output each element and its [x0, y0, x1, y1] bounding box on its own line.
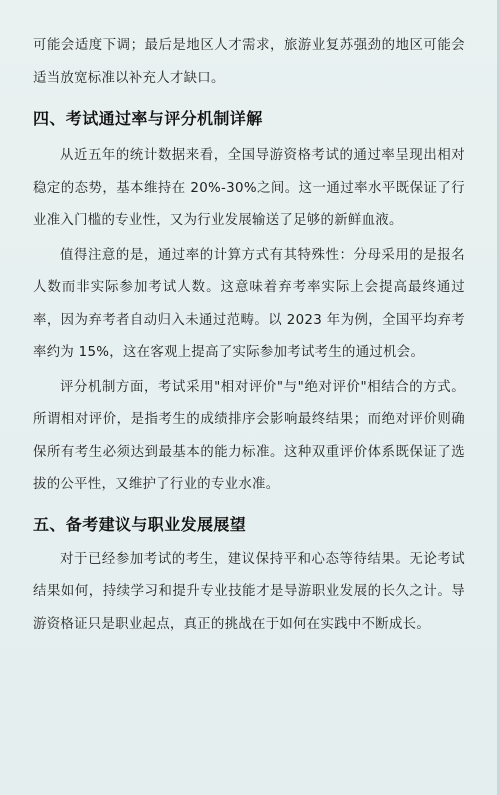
document-body	[33, 30, 465, 641]
section-4-paragraph-2: 值得注意的是，通过率的计算方式有其特殊性：分母采用的是报名人数而非实际参加考试人数。这意味着弃考率实际上会提高最终通过率，因为弃考者自动归入未通过范畴。以 2023 年为例，全国平均弃考率约为 15%，这在客观上提高了实际参加考试考生的通过机会。	[33, 247, 465, 360]
intro-paragraph: 可能会适度下调；最后是地区人才需求，旅游业复苏强劲的地区可能会适当放宽标准以补充人才缺口。	[33, 38, 465, 86]
section-5-paragraph-1: 对于已经参加考试的考生，建议保持平和心态等待结果。无论考试结果如何，持续学习和提升专业技能才是导游职业发展的长久之计。导游资格证只是职业起点，真正的挑战在于如何在实践中不断成长。	[33, 551, 465, 632]
section-4-heading: 四、考试通过率与评分机制详解	[33, 109, 263, 128]
section-4-paragraph-3: 评分机制方面，考试采用"相对评价"与"绝对评价"相结合的方式。所谓相对评价，是指考生的成绩排序会影响最终结果；而绝对评价则确保所有考生必须达到最基本的能力标准。这种双重评价体系既保证了选拔的公平性，又维护了行业的专业水准。	[33, 379, 465, 492]
section-5-heading: 五、备考建议与职业发展展望	[33, 514, 247, 534]
section-4-paragraph-1: 从近五年的统计数据来看，全国导游资格考试的通过率呈现出相对稳定的态势，基本维持在 20%-30%之间。这一通过率水平既保证了行业准入门槛的专业性，又为行业发展输送了足够的新鲜血液。	[33, 148, 465, 228]
